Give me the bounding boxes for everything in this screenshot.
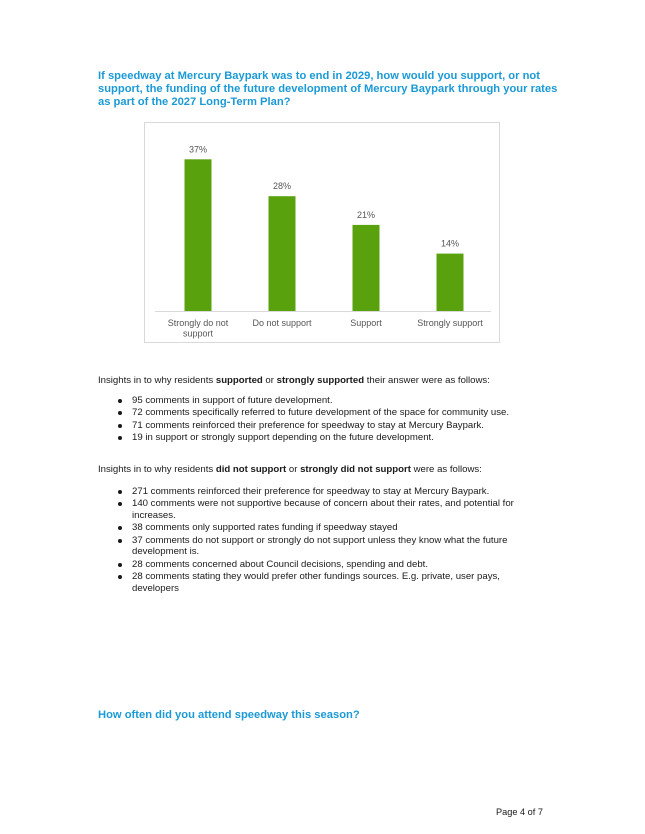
list-item: 72 comments specifically referred to future development of the space for community use.	[98, 407, 548, 419]
oppose-insights-list	[98, 486, 548, 595]
page-number: Page 4 of 7	[496, 807, 543, 817]
list-item: 28 comments stating they would prefer other fundings sources. E.g. private, user pays, developers	[98, 571, 548, 594]
category-label: support	[182, 328, 214, 339]
list-item: 271 comments reinforced their preference for speedway to stay at Mercury Baypark.	[98, 486, 548, 498]
bar	[185, 159, 212, 311]
oppose-insights-intro: Insights in to why residents did not support or strongly did not support were as follows:	[98, 464, 482, 475]
bar-chart	[144, 122, 500, 343]
bar	[353, 225, 380, 311]
support-insights-list	[98, 395, 548, 445]
list-item: 71 comments reinforced their preference for speedway to stay at Mercury Baypark.	[98, 420, 548, 432]
data-label: 28%	[272, 181, 292, 192]
list-item: 140 comments were not supportive because of concern about their rates, and potential for increases.	[98, 498, 548, 521]
emphasis-strongly-supported: strongly supported	[276, 375, 365, 386]
list-item: 19 in support or strongly support depending on the future development.	[98, 432, 548, 444]
question-heading-attendance: How often did you attend speedway this season?	[98, 709, 360, 721]
list-item: 28 comments concerned about Council decisions, spending and debt.	[98, 559, 548, 571]
category-label: Support	[350, 318, 382, 328]
category-label: Strongly do not	[167, 318, 229, 328]
data-label: 21%	[356, 209, 376, 220]
category-label: Strongly support	[417, 318, 483, 328]
emphasis-did-not-support: did not support	[215, 464, 287, 475]
category-label: Do not support	[252, 318, 312, 328]
list-item: 95 comments in support of future development.	[98, 395, 548, 407]
list-item: 38 comments only supported rates funding if speedway stayed	[98, 522, 548, 534]
support-insights-intro: Insights in to why residents supported or strongly supported their answer were as follows:	[98, 375, 490, 386]
emphasis-supported: supported	[215, 375, 263, 386]
list-item: 37 comments do not support or strongly do not support unless they know what the future development is.	[98, 535, 548, 558]
bar-chart-svg	[145, 123, 501, 344]
bar	[437, 254, 464, 311]
bar	[269, 196, 296, 311]
emphasis-strongly-did-not-support: strongly did not support	[300, 464, 411, 475]
data-label: 37%	[188, 144, 208, 155]
question-heading: If speedway at Mercury Baypark was to end in 2029, how would you support, or not support, the funding of the future development of Mercury Baypark through your rates as part of the 2027 Long-Term Plan?	[98, 70, 558, 108]
data-label: 14%	[440, 238, 460, 249]
